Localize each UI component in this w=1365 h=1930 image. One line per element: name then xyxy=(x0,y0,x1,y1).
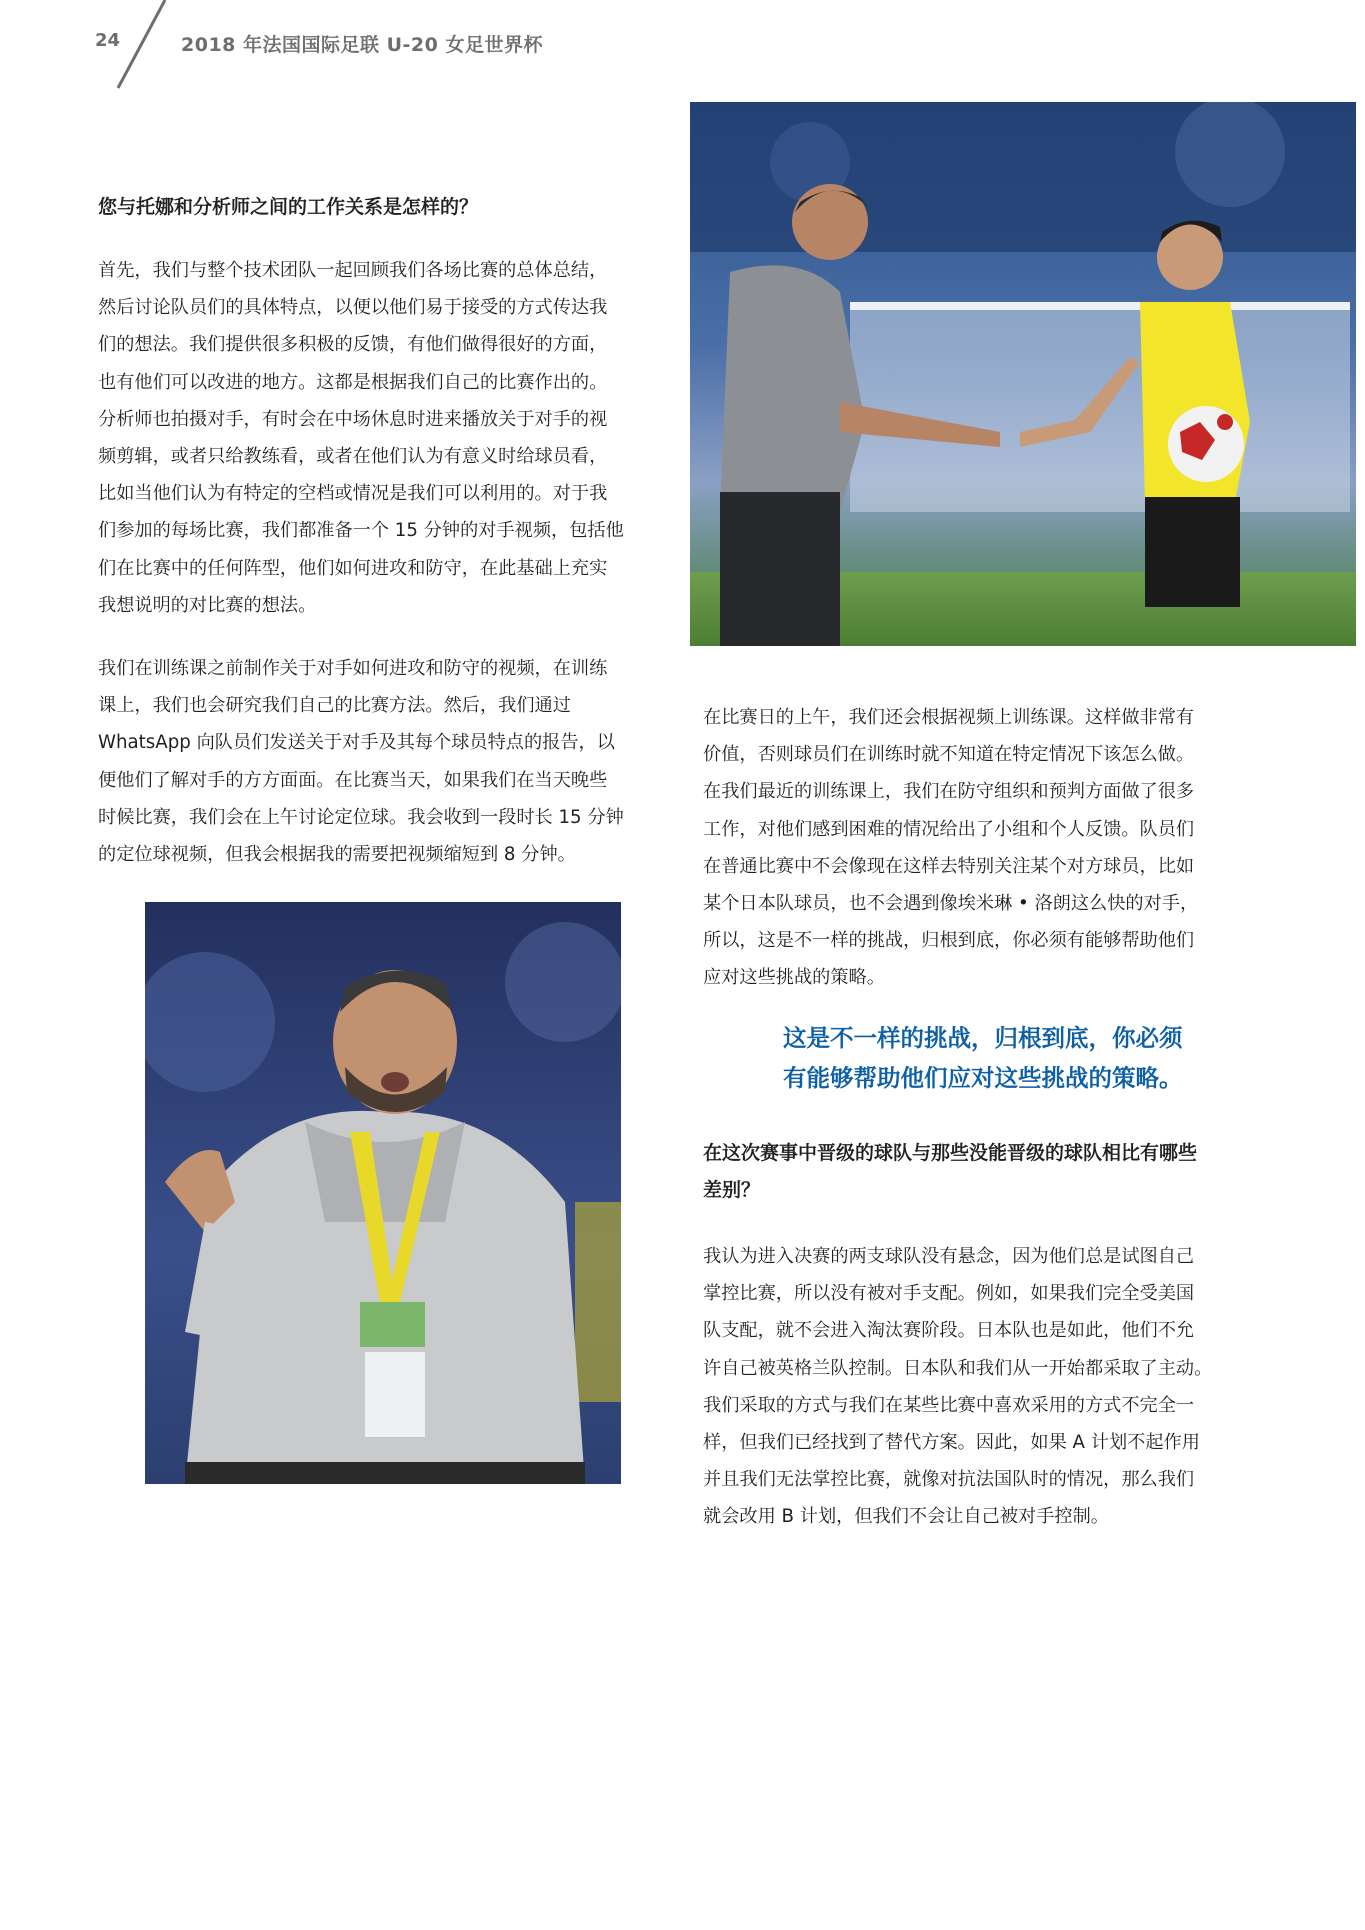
paragraph-line: 队支配，就不会进入淘汰赛阶段。日本队也是如此，他们不允 xyxy=(703,1320,1195,1342)
paragraph-line: 们的想法。我们提供很多积极的反馈，有他们做得很好的方面， xyxy=(98,334,608,356)
paragraph-line: 比如当他们认为有特定的空档或情况是我们可以利用的。对于我 xyxy=(98,483,608,505)
header-title: 2018 年法国国际足联 U-20 女足世界杯 xyxy=(181,34,543,56)
paragraph-line: 我们在训练课之前制作关于对手如何进攻和防守的视频，在训练 xyxy=(98,658,608,679)
paragraph-3 xyxy=(703,699,1273,997)
paragraph-line: 应对这些挑战的策略。 xyxy=(703,967,885,989)
paragraph-line: 也有他们可以改进的地方。这都是根据我们自己的比赛作出的。 xyxy=(98,371,608,393)
paragraph-line: WhatsApp 向队员们发送关于对手及其每个球员特点的报告，以 xyxy=(98,732,615,754)
paragraph-line: 样，但我们已经找到了替代方案。因此，如果 A 计划不起作用 xyxy=(703,1431,1200,1453)
paragraph-line: 课上，我们也会研究我们自己的比赛方法。然后，我们通过 xyxy=(98,695,571,717)
page-number: 24 xyxy=(95,30,121,51)
paragraph-line: 频剪辑，或者只给教练看，或者在他们认为有意义时给球员看， xyxy=(98,445,608,467)
paragraph-line: 我认为进入决赛的两支球队没有悬念，因为他们总是试图自己 xyxy=(703,1246,1195,1267)
paragraph-line: 便他们了解对手的方方面面。在比赛当天，如果我们在当天晚些 xyxy=(98,769,608,791)
paragraph-line: 所以，这是不一样的挑战，归根到底，你必须有能够帮助他们 xyxy=(703,930,1195,952)
header-divider-slash xyxy=(110,0,170,95)
question-heading-1: 您与托娜和分析师之间的工作关系是怎样的？ xyxy=(98,196,479,218)
question-line: 差别？ xyxy=(703,1179,761,1201)
paragraph-line: 时候比赛，我们会在上午讨论定位球。我会收到一段时长 15 分钟 xyxy=(98,806,624,828)
paragraph-line: 们在比赛中的任何阵型，他们如何进攻和防守，在此基础上充实 xyxy=(98,557,608,579)
paragraph-1 xyxy=(98,252,676,624)
paragraph-line: 掌控比赛，所以没有被对手支配。例如，如果我们完全受美国 xyxy=(703,1283,1195,1305)
paragraph-line: 在我们最近的训练课上，我们在防守组织和预判方面做了很多 xyxy=(703,781,1195,803)
photo-coach-gesturing xyxy=(145,902,621,1484)
pull-quote xyxy=(783,1018,1183,1098)
paragraph-line: 并且我们无法掌控比赛，就像对抗法国队时的情况，那么我们 xyxy=(703,1469,1195,1491)
paragraph-line: 们参加的每场比赛，我们都准备一个 15 分钟的对手视频，包括他 xyxy=(98,520,624,542)
paragraph-line: 在比赛日的上午，我们还会根据视频上训练课。这样做非常有 xyxy=(703,707,1195,728)
paragraph-line: 许自己被英格兰队控制。日本队和我们从一开始都采取了主动。 xyxy=(703,1357,1213,1379)
paragraph-line: 我想说明的对比赛的想法。 xyxy=(98,594,317,616)
paragraph-line: 在普通比赛中不会像现在这样去特别关注某个对方球员，比如 xyxy=(703,855,1195,877)
paragraph-line: 价值，否则球员们在训练时就不知道在特定情况下该怎么做。 xyxy=(703,744,1195,766)
paragraph-line: 就会改用 B 计划，但我们不会让自己被对手控制。 xyxy=(703,1506,1109,1528)
paragraph-2 xyxy=(98,650,676,873)
paragraph-line: 首先，我们与整个技术团队一起回顾我们各场比赛的总体总结， xyxy=(98,260,608,281)
photo-coach-referee-handshake xyxy=(690,102,1356,646)
pull-quote-line: 有能够帮助他们应对这些挑战的策略。 xyxy=(783,1064,1183,1092)
question-heading-2 xyxy=(703,1135,1197,1209)
question-line: 在这次赛事中晋级的球队与那些没能晋级的球队相比有哪些 xyxy=(703,1142,1198,1164)
paragraph-line: 分析师也拍摄对手，有时会在中场休息时进来播放关于对手的视 xyxy=(98,408,608,430)
paragraph-line: 然后讨论队员们的具体特点，以便以他们易于接受的方式传达我 xyxy=(98,297,608,319)
paragraph-line: 我们采取的方式与我们在某些比赛中喜欢采用的方式不完全一 xyxy=(703,1394,1195,1416)
paragraph-4 xyxy=(703,1238,1273,1536)
paragraph-line: 某个日本队球员，也不会遇到像埃米琳 • 洛朗这么快的对手， xyxy=(703,892,1199,914)
paragraph-line: 的定位球视频，但我会根据我的需要把视频缩短到 8 分钟。 xyxy=(98,843,576,865)
paragraph-line: 工作，对他们感到困难的情况给出了小组和个人反馈。队员们 xyxy=(703,818,1195,840)
pull-quote-line: 这是不一样的挑战，归根到底，你必须 xyxy=(783,1024,1183,1052)
